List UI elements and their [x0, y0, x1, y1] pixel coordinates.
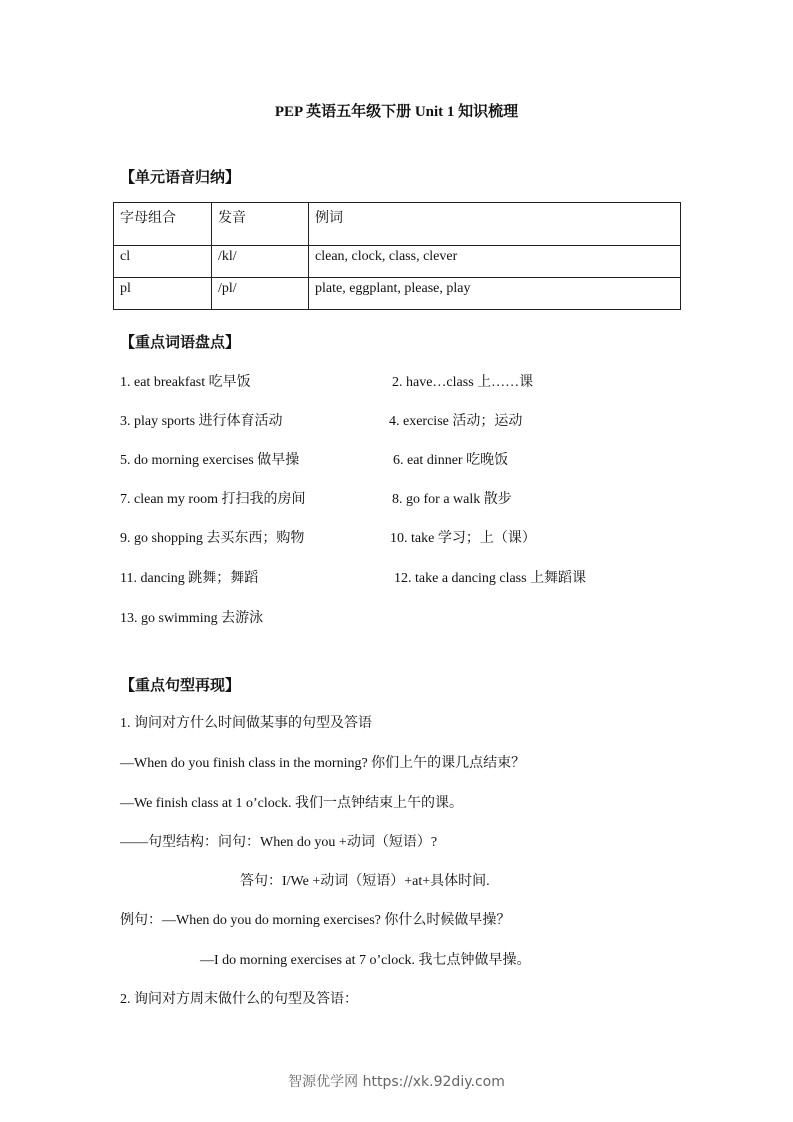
section-heading-sentences: 【重点句型再现】 — [120, 678, 241, 694]
example-line: —I do morning exercises at 7 o’clock. 我七点钟做早操。 — [200, 953, 531, 968]
vocab-item: 3. play sports 进行体育活动 — [120, 414, 283, 429]
sentence-structure: ——句型结构：问句：When do you +动词（短语）? — [120, 835, 438, 850]
table-header-cell: 例词 — [309, 203, 681, 246]
sentence-structure: 答句：I/We +动词（短语）+at+具体时间. — [240, 874, 490, 889]
table-cell: clean, clock, class, clever — [309, 246, 681, 278]
sentence-topic: 1. 询问对方什么时间做某事的句型及答语 — [120, 716, 372, 731]
dialogue-line: —We finish class at 1 o’clock. 我们一点钟结束上午的课。 — [120, 796, 463, 811]
table-header-row — [114, 203, 681, 246]
example-line: 例句：—When do you do morning exercises? 你什么时候做早操？ — [120, 913, 511, 928]
dialogue-line: —When do you finish class in the morning? 你们上午的课几点结束？ — [120, 756, 526, 771]
table-cell: /kl/ — [212, 246, 309, 278]
vocab-item: 5. do morning exercises 做早操 — [120, 453, 300, 468]
page-title: PEP 英语五年级下册 Unit 1 知识梳理 — [274, 104, 519, 120]
sentence-topic: 2. 询问对方周末做什么的句型及答语： — [120, 992, 358, 1007]
table-cell: cl — [114, 246, 212, 278]
table-row — [114, 278, 681, 310]
vocab-item: 11. dancing 跳舞；舞蹈 — [120, 571, 259, 586]
table-header-cell: 发音 — [212, 203, 309, 246]
vocab-item: 7. clean my room 打扫我的房间 — [120, 492, 306, 507]
footer-watermark: 智源优学网 https://xk.92diy.com — [288, 1074, 505, 1090]
vocab-item: 12. take a dancing class 上舞蹈课 — [394, 571, 587, 586]
vocab-item: 13. go swimming 去游泳 — [120, 611, 264, 626]
table-cell: pl — [114, 278, 212, 310]
vocab-item: 9. go shopping 去买东西；购物 — [120, 531, 305, 546]
vocab-item: 1. eat breakfast 吃早饭 — [120, 375, 251, 390]
table-cell: /pl/ — [212, 278, 309, 310]
table-row — [114, 246, 681, 278]
vocab-item: 6. eat dinner 吃晚饭 — [393, 453, 509, 468]
vocab-item: 4. exercise 活动；运动 — [389, 414, 523, 429]
vocab-item: 8. go for a walk 散步 — [392, 492, 512, 507]
vocab-item: 10. take 学习；上（课） — [390, 531, 536, 546]
table-cell: plate, eggplant, please, play — [309, 278, 681, 310]
phonics-table — [113, 202, 681, 310]
section-heading-phonics: 【单元语音归纳】 — [120, 170, 241, 186]
table-header-cell: 字母组合 — [114, 203, 212, 246]
section-heading-vocabulary: 【重点词语盘点】 — [120, 335, 241, 351]
vocab-item: 2. have…class 上……课 — [392, 375, 534, 390]
